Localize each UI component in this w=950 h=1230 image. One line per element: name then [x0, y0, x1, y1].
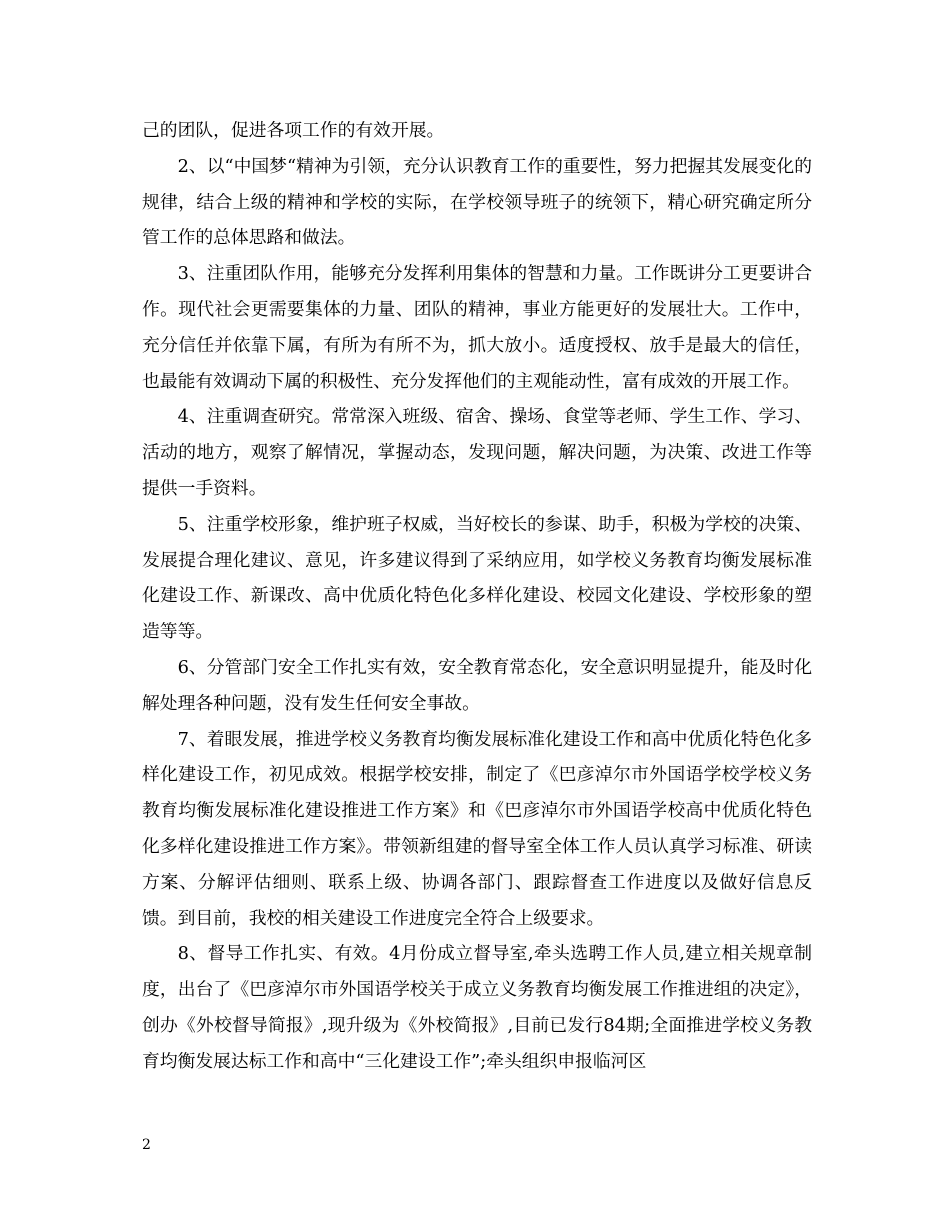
paragraph-5: 5、注重学校形象，维护班子权威，当好校长的参谋、助手，积极为学校的决策、发展提合理化建议、意见，许多建议得到了采纳应用，如学校义务教育均衡发展标准化建设工作、新课改、高中优质化特色化多样化建设、校园文化建设、学校形象的塑造等等。	[142, 513, 812, 643]
paragraph-1: 己的团队，促进各项工作的有效开展。	[142, 120, 445, 141]
page-number: 2	[142, 1137, 151, 1153]
paragraph-2: 2、以“中国梦“精神为引领，充分认识教育工作的重要性，努力把握其发展变化的规律，结合上级的精神和学校的实际，在学校领导班子的统领下，精心研究确定所分管工作的总体思路和做法。	[142, 155, 812, 249]
paragraph-4: 4、注重调查研究。常常深入班级、宿舍、操场、食堂等老师、学生工作、学习、活动的地方，观察了解情况，掌握动态，发现问题，解决问题，为决策、改进工作等提供一手资料。	[142, 406, 812, 499]
paragraph-3: 3、注重团队作用，能够充分发挥利用集体的智慧和力量。工作既讲分工更要讲合作。现代社会更需要集体的力量、团队的精神，事业方能更好的发展壮大。工作中，充分信任并依靠下属，有所为有所不为，抓大放小。适度授权、放手是最大的信任，也最能有效调动下属的积极性、充分发挥他们的主观能动性，富有成效的开展工作。	[142, 263, 812, 392]
paragraph-8: 8、督导工作扎实、有效。4月份成立督导室,牵头选聘工作人员,建立相关规章制度，出台了《巴彦淖尔市外国语学校关于成立义务教育均衡发展工作推进组的决定》，创办《外校督导简报》,现升级为《外校简报》,目前已发行84期;全面推进学校义务教育均衡发展达标工作和高中“三化建设工作”;牵头组织申报临河区	[142, 943, 812, 1072]
document-body	[142, 113, 812, 1080]
paragraph-6: 6、分管部门安全工作扎实有效，安全教育常态化，安全意识明显提升，能及时化解处理各种问题，没有发生任何安全事故。	[142, 656, 812, 714]
paragraph-7: 7、着眼发展，推进学校义务教育均衡发展标准化建设工作和高中优质化特色化多样化建设工作，初见成效。根据学校安排，制定了《巴彦淖尔市外国语学校学校义务教育均衡发展标准化建设推进工作方案》和《巴彦淖尔市外国语学校高中优质化特色化多样化建设推进工作方案》。带领新组建的督导室全体工作人员认真学习标准、研读方案、分解评估细则、联系上级、协调各部门、跟踪督查工作进度以及做好信息反馈。到目前，我校的相关建设工作进度完全符合上级要求。	[142, 728, 812, 929]
